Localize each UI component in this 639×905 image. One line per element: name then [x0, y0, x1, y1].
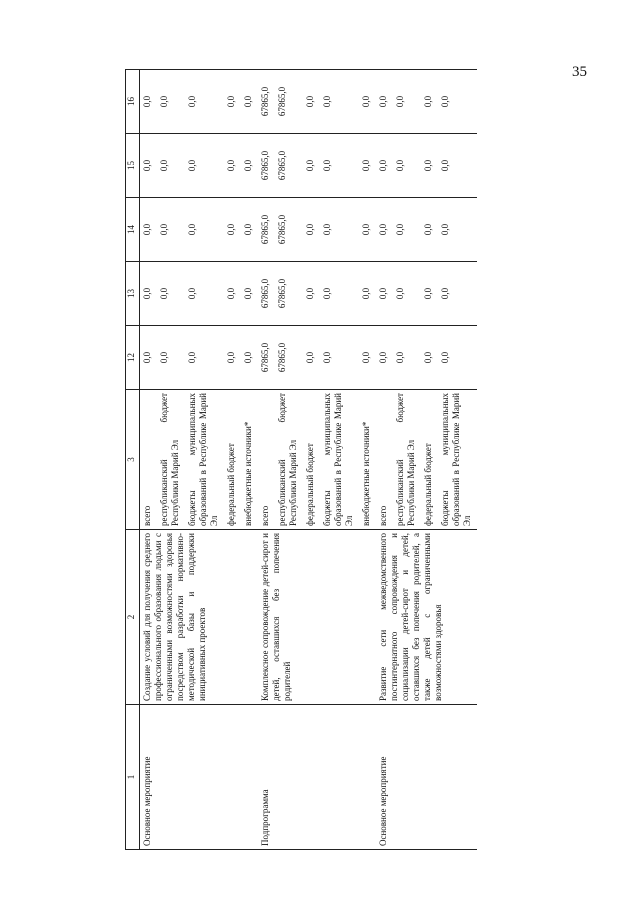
value-cell: 0,0 — [438, 198, 477, 262]
value-cell: 0,0 — [224, 326, 241, 390]
value-cell: 0,0 — [320, 262, 359, 326]
value-cell: 67865,0 — [258, 198, 275, 262]
funding-source-cell: всего — [140, 390, 158, 530]
budget-table — [125, 69, 477, 850]
value-cell: 0,0 — [421, 326, 438, 390]
value-cell: 0,0 — [157, 262, 185, 326]
value-cell: 0,0 — [157, 198, 185, 262]
value-cell: 0,0 — [241, 134, 258, 198]
value-cell: 0,0 — [140, 134, 158, 198]
value-cell: 0,0 — [224, 134, 241, 198]
value-cell: 0,0 — [438, 70, 477, 134]
value-cell: 0,0 — [140, 70, 158, 134]
value-cell: 0,0 — [241, 198, 258, 262]
value-cell: 67865,0 — [258, 70, 275, 134]
column-header: 16 — [126, 70, 140, 134]
column-header: 2 — [126, 530, 140, 705]
value-cell: 67865,0 — [258, 326, 275, 390]
value-cell: 0,0 — [376, 326, 393, 390]
column-header: 1 — [126, 705, 140, 850]
value-cell: 0,0 — [438, 134, 477, 198]
value-cell: 0,0 — [185, 70, 224, 134]
column-header: 13 — [126, 262, 140, 326]
value-cell: 0,0 — [157, 70, 185, 134]
value-cell: 0,0 — [140, 262, 158, 326]
value-cell: 0,0 — [320, 134, 359, 198]
value-cell: 0,0 — [438, 326, 477, 390]
value-cell: 0,0 — [376, 134, 393, 198]
value-cell: 0,0 — [393, 326, 421, 390]
value-cell: 0,0 — [359, 198, 376, 262]
funding-source-cell: всего — [376, 390, 393, 530]
funding-source-cell: федеральный бюджет — [224, 390, 241, 530]
value-cell: 0,0 — [376, 198, 393, 262]
value-cell: 0,0 — [421, 70, 438, 134]
value-cell: 0,0 — [303, 70, 320, 134]
value-cell: 0,0 — [224, 262, 241, 326]
program-name-cell: Создание условий для получения среднего профессионального образования людьми с ограниченными возможностями здоровья посредством разработки нормативно-методической базы и поддержки инициативных проектов — [140, 530, 259, 705]
value-cell: 0,0 — [393, 262, 421, 326]
program-name-cell: Комплексное сопровождение детей-сирот и детей, оставшихся без попечения родителей — [258, 530, 376, 705]
column-number-header-row — [126, 70, 140, 850]
table-row — [140, 70, 158, 850]
funding-source-cell: бюджеты муниципальных образований в Республике Марий Эл — [438, 390, 477, 530]
value-cell: 0,0 — [185, 262, 224, 326]
value-cell: 0,0 — [303, 326, 320, 390]
value-cell: 0,0 — [438, 262, 477, 326]
value-cell: 0,0 — [393, 198, 421, 262]
value-cell: 0,0 — [393, 134, 421, 198]
value-cell: 67865,0 — [275, 326, 303, 390]
funding-source-cell: республиканский бюджет Республики Марий Эл — [157, 390, 185, 530]
column-header: 15 — [126, 134, 140, 198]
value-cell: 0,0 — [359, 262, 376, 326]
program-type-cell: Основное мероприятие — [376, 705, 477, 850]
value-cell: 0,0 — [185, 198, 224, 262]
value-cell: 0,0 — [393, 70, 421, 134]
funding-source-cell: федеральный бюджет — [303, 390, 320, 530]
funding-source-cell: бюджеты муниципальных образований в Республике Марий Эл — [185, 390, 224, 530]
table-row — [258, 70, 275, 850]
funding-source-cell: бюджеты муниципальных образований в Республике Марий Эл — [320, 390, 359, 530]
value-cell: 67865,0 — [258, 134, 275, 198]
table-row — [376, 70, 393, 850]
value-cell: 0,0 — [185, 134, 224, 198]
funding-source-cell: внебюджетные источники* — [241, 390, 258, 530]
value-cell: 67865,0 — [275, 198, 303, 262]
program-type-cell: Основное мероприятие — [140, 705, 259, 850]
value-cell: 0,0 — [359, 70, 376, 134]
value-cell: 0,0 — [241, 262, 258, 326]
page-number: 35 — [572, 64, 587, 80]
column-header: 3 — [126, 390, 140, 530]
value-cell: 0,0 — [224, 70, 241, 134]
value-cell: 0,0 — [376, 262, 393, 326]
funding-source-cell: республиканский бюджет Республики Марий Эл — [275, 390, 303, 530]
funding-source-cell: республиканский бюджет Республики Марий Эл — [393, 390, 421, 530]
column-header: 14 — [126, 198, 140, 262]
program-type-cell: Подпрограмма — [258, 705, 376, 850]
value-cell: 0,0 — [303, 262, 320, 326]
value-cell: 67865,0 — [275, 134, 303, 198]
value-cell: 0,0 — [320, 326, 359, 390]
value-cell: 0,0 — [157, 134, 185, 198]
program-name-cell: Развитие сети межведомственного постинтернатного сопровождения и социализации детей-сирот и детей, оставшихся без попечения родителей, а также детей с ограниченными возможностями здоровья — [376, 530, 477, 705]
value-cell: 0,0 — [140, 198, 158, 262]
value-cell: 0,0 — [421, 198, 438, 262]
funding-source-cell: всего — [258, 390, 275, 530]
value-cell: 67865,0 — [275, 70, 303, 134]
funding-source-cell: федеральный бюджет — [421, 390, 438, 530]
value-cell: 67865,0 — [258, 262, 275, 326]
value-cell: 0,0 — [224, 198, 241, 262]
value-cell: 0,0 — [376, 70, 393, 134]
value-cell: 0,0 — [303, 198, 320, 262]
column-header: 12 — [126, 326, 140, 390]
funding-source-cell: внебюджетные источники* — [359, 390, 376, 530]
value-cell: 0,0 — [359, 326, 376, 390]
value-cell: 0,0 — [421, 134, 438, 198]
value-cell: 0,0 — [421, 262, 438, 326]
value-cell: 0,0 — [303, 134, 320, 198]
value-cell: 0,0 — [241, 70, 258, 134]
rotated-page-content — [125, 70, 595, 850]
value-cell: 0,0 — [185, 326, 224, 390]
value-cell: 0,0 — [241, 326, 258, 390]
value-cell: 0,0 — [140, 326, 158, 390]
value-cell: 67865,0 — [275, 262, 303, 326]
value-cell: 0,0 — [157, 326, 185, 390]
value-cell: 0,0 — [359, 134, 376, 198]
value-cell: 0,0 — [320, 70, 359, 134]
value-cell: 0,0 — [320, 198, 359, 262]
